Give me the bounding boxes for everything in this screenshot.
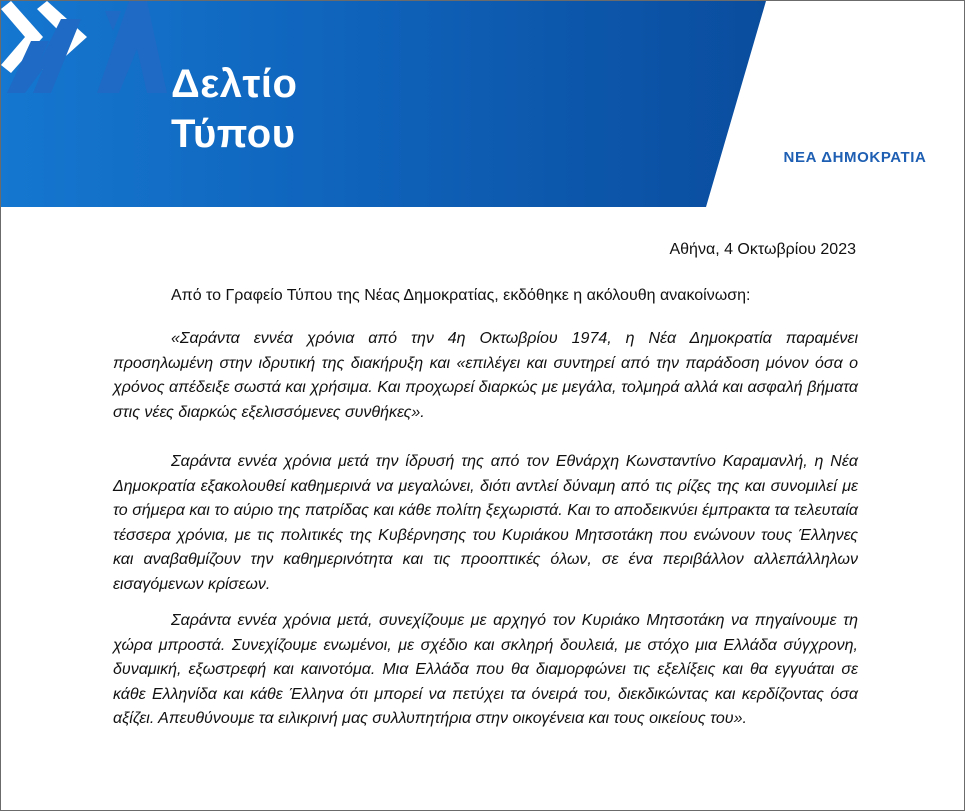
page-title [171, 59, 297, 159]
document-date: Αθήνα, 4 Οκτωβρίου 2023 [669, 241, 856, 258]
title-line-1: Δελτίο [171, 62, 298, 106]
header-banner [1, 1, 965, 207]
paragraph-1: «Σαράντα εννέα χρόνια από την 4η Οκτωβρίου 1974, η Νέα Δημοκρατία παραμένει προσηλωμένη στην ιδρυτική της διακήρυξη και «επιλέγει και συντηρεί από την παράδοση μόνον όσα ο χρόνος απέδειξε σωστά και χρήσιμα. Και προχωρεί διαρκώς με μεγάλα, τολμηρά αλλά και ασφαλή βήματα στις νέες διαρκώς εξελισσόμενες συνθήκες». [113, 330, 858, 421]
party-name: ΝΕΑ ΔΗΜΟΚΡΑΤΙΑ [783, 149, 927, 166]
paragraph-2: Σαράντα εννέα χρόνια μετά την ίδρυσή της από τον Εθνάρχη Κωνσταντίνο Καραμανλή, η Νέα Δημοκρατία εξακολουθεί καθημερινά να μεγαλώνει, διότι αντλεί δύναμη από τις ρίζες της και συνομιλεί με το σήμερα και το αύριο της πατρίδας και κάθε πολίτη ξεχωριστά. Και το αποδεικνύει έμπρακτα τα τελευταία τέσσερα χρόνια, με τις πολιτικές της Κυβέρνησης του Κυριάκου Μητσοτάκη που ενώνουν τους Έλληνες και αναβαθμίζουν την καθημερινότητα και τις προοπτικές όλων, σε ένα περιβάλλον αλλεπάλληλων εισαγόμενων κρίσεων. [113, 453, 858, 593]
paragraph-3: Σαράντα εννέα χρόνια μετά, συνεχίζουμε με αρχηγό τον Κυριάκο Μητσοτάκη να πηγαίνουμε τη χώρα μπροστά. Συνεχίζουμε ενωμένοι, με σχέδιο και σκληρή δουλειά, με στόχο μια Ελλάδα σύγχρονη, δυναμική, εξωστρεφή και καινοτόμα. Μια Ελλάδα που θα διαμορφώνει τις εξελίξεις και θα εγγυάται σε κάθε Ελληνίδα και κάθε Έλληνα ότι μπορεί να πετύχει τα όνειρά του, διεκδικώντας και κερδίζοντας όσα αξίζει. Απευθύνουμε τα ειλικρινή μας συλλυπητήρια στην οικογένεια και τους οικείους του». [113, 612, 858, 727]
intro-line: Από το Γραφείο Τύπου της Νέας Δημοκρατίας, εκδόθηκε η ακόλουθη ανακοίνωση: [171, 287, 751, 304]
title-line-2: Τύπου [171, 112, 296, 156]
nd-logo-mark [1, 1, 173, 119]
